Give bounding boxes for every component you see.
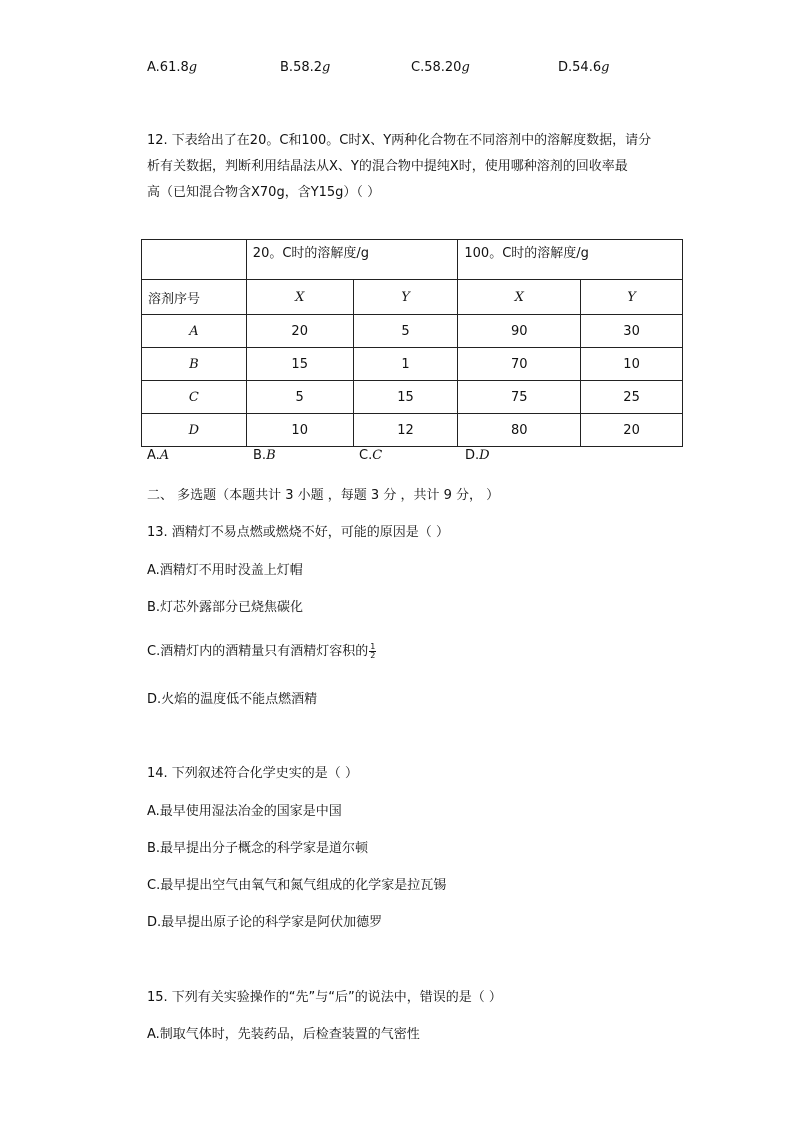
row-id: A	[142, 315, 247, 348]
col-y-20: Y	[353, 280, 458, 315]
cell-y100: 30	[581, 315, 683, 348]
q14-option-c: C.最早提出空气由氧气和氮气组成的化学家是拉瓦锡	[147, 878, 447, 893]
cell-x100: 70	[458, 348, 581, 381]
q11-option-d: D.54.6g	[558, 60, 610, 75]
cell-x100: 90	[458, 315, 581, 348]
q12-stem-line2: 析有关数据，判断利用结晶法从X、Y的混合物中提纯X时，使用哪种溶剂的回收率最	[147, 159, 628, 174]
q13-option-b: B.灯芯外露部分已烧焦碳化	[147, 600, 304, 615]
cell-y100: 25	[581, 381, 683, 414]
row-id: D	[142, 414, 247, 447]
table-header-row	[142, 240, 683, 280]
header-20c: 20。C时的溶解度/g	[246, 240, 458, 280]
cell-y20: 5	[353, 315, 458, 348]
table-row	[142, 414, 683, 447]
q13-option-d: D.火焰的温度低不能点燃酒精	[147, 692, 318, 707]
table-row	[142, 315, 683, 348]
section-heading: 二、 多选题（本题共计 3 小题 ，每题 3 分 ，共计 9 分， ）	[147, 488, 500, 503]
cell-x100: 80	[458, 414, 581, 447]
q13-option-c: C.酒精灯内的酒精量只有酒精灯容积的 $\frac{1}{2}$	[147, 642, 376, 660]
cell-x20: 15	[246, 348, 353, 381]
q12-option-c: C.C	[359, 448, 383, 463]
cell-y20: 15	[353, 381, 458, 414]
col-x-20: X	[246, 280, 353, 315]
solubility-table	[141, 239, 683, 447]
row-id: B	[142, 348, 247, 381]
table-subheader-row	[142, 280, 683, 315]
q14-stem: 14. 下列叙述符合化学史实的是（ ）	[147, 766, 358, 781]
row-id: C	[142, 381, 247, 414]
q11-option-c: C.58.20g	[411, 60, 470, 75]
cell-x20: 20	[246, 315, 353, 348]
table-row	[142, 348, 683, 381]
q13-option-a: A.酒精灯不用时没盖上灯帽	[147, 563, 303, 578]
q11-option-a: A.61.8g	[147, 60, 198, 75]
cell-y20: 12	[353, 414, 458, 447]
fraction-one-half: $\frac{1}{2}$	[370, 642, 376, 660]
cell-x20: 5	[246, 381, 353, 414]
solvent-label: 溶剂序号	[142, 280, 247, 315]
table-corner-cell	[142, 240, 247, 280]
cell-y100: 20	[581, 414, 683, 447]
q11-option-b: B.58.2g	[280, 60, 331, 75]
col-x-100: X	[458, 280, 581, 315]
q12-option-d: D.D	[465, 448, 490, 463]
cell-x20: 10	[246, 414, 353, 447]
cell-x100: 75	[458, 381, 581, 414]
header-100c: 100。C时的溶解度/g	[458, 240, 683, 280]
cell-y100: 10	[581, 348, 683, 381]
q14-option-a: A.最早使用湿法冶金的国家是中国	[147, 804, 342, 819]
q14-option-b: B.最早提出分子概念的科学家是道尔顿	[147, 841, 369, 856]
cell-y20: 1	[353, 348, 458, 381]
q12-option-a: A.A	[147, 448, 170, 463]
q14-option-d: D.最早提出原子论的科学家是阿伏加德罗	[147, 915, 383, 930]
q12-option-b: B.B	[253, 448, 276, 463]
q15-stem: 15. 下列有关实验操作的“先”与“后”的说法中，错误的是（ ）	[147, 990, 502, 1005]
q13-stem: 13. 酒精灯不易点燃或燃烧不好，可能的原因是（ ）	[147, 525, 449, 540]
q12-stem-line3: 高（已知混合物含X70g，含Y15g）（ ）	[147, 185, 381, 200]
table-row	[142, 381, 683, 414]
q12-stem-line1: 12. 下表给出了在20。C和100。C时X、Y两种化合物在不同溶剂中的溶解度数据，请分	[147, 133, 652, 148]
q15-option-a: A.制取气体时，先装药品，后检查装置的气密性	[147, 1027, 420, 1042]
col-y-100: Y	[581, 280, 683, 315]
